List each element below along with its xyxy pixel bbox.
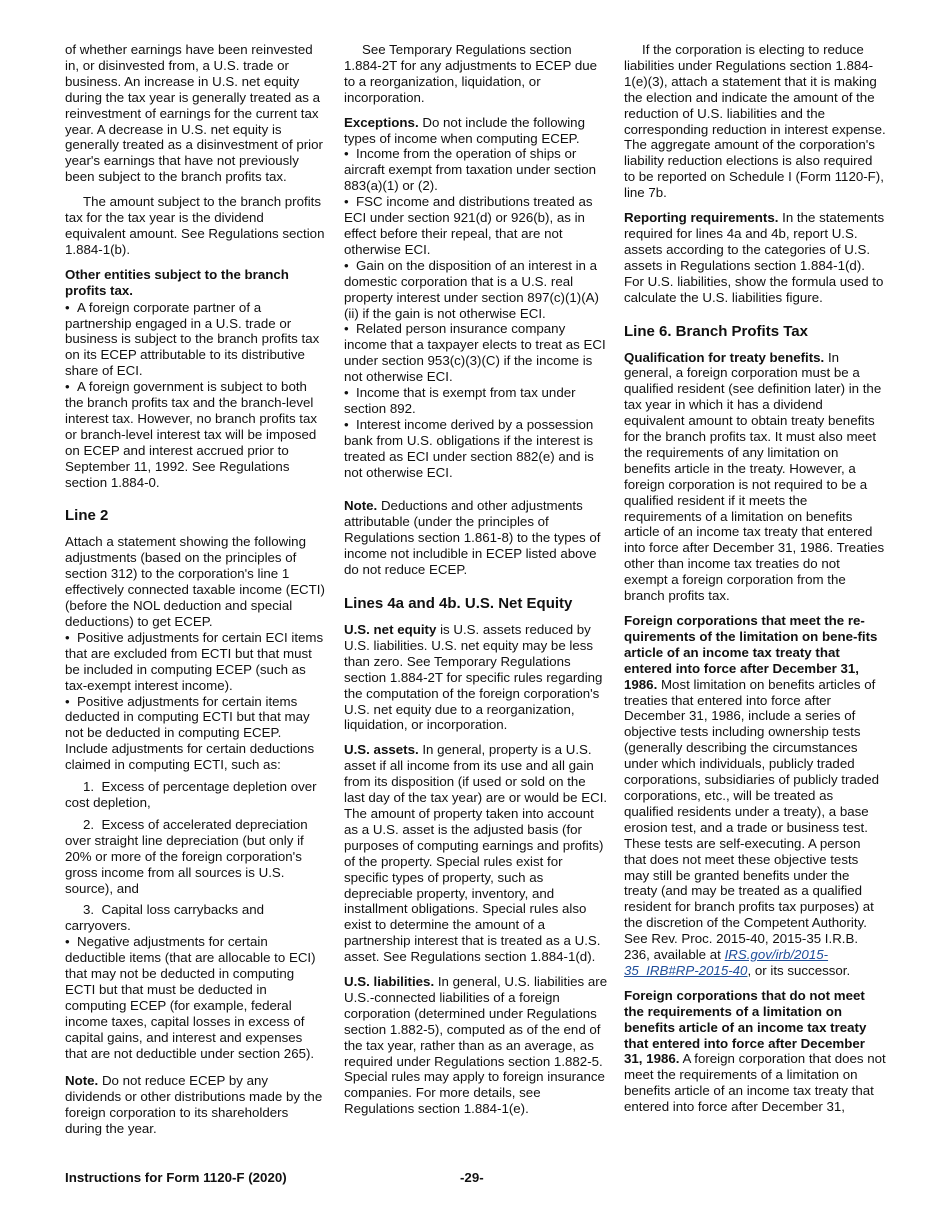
qualification-text: In general, a foreign corporation must be a qualified resident (see definition later) in the tax year in which it has a dividend equivalent amount to obtain treaty benefits for the branch profits tax. It must also meet the requirements of any limitation on benefits article in the treaty. However, a foreign corporation is not required to be a qualified resident if it meets the requirements of a limitation on benefits article of an income tax treaty that entered into force after December 31, 1986. Treaties other than income tax treaties do not exempt a foreign corporation from the branch profits tax. (624, 349, 885, 604)
bullet-item: • Positive adjustments for certain ECI items that are excluded from ECTI but that must be included in computing ECEP (such as tax-exempt interest income). (65, 630, 327, 694)
bullet-item: • A foreign government is subject to both the branch profits tax and the branch-level interest tax. However, no branch profits tax or branch-level interest tax will be imposed on ECEP and interest accrued prior to September 11, 1992. See Regulations section 1.884-0. (65, 379, 327, 490)
exceptions-text: Do not include the following types of income when computing ECEP. (344, 114, 585, 146)
numbered-item: 2. Excess of accelerated depreciation over straight line depreciation (but only if 20% or more of the foreign corporation's gross income from all sources is U.S. source), and (65, 816, 308, 896)
exceptions-label: Exceptions. (344, 114, 419, 130)
assets-text: In general, property is a U.S. asset if all income from its use and all gain from its disposition (if used or sold on the last day of the tax year) are or would be ECI. The amount of property taken into account as a U.S. asset is the adjusted basis (for purposes of computing earnings and profits) of the property. Special rules exist for specific types of property, such as depreciable property, inventory, and installment obligations. Special rules also exist to determine the amount of a partnership interest that is treated as a U.S. asset. See Regulations section 1.884-1(d). (344, 742, 608, 965)
assets-label: U.S. assets. (344, 742, 419, 758)
exceptions-paragraph (344, 115, 608, 147)
paragraph: See Temporary Regulations section 1.884-2T for any adjustments to ECEP due to a reorganization, liquidation, or incorporation. (344, 42, 598, 105)
note-label: Note. (65, 1073, 99, 1089)
meet-requirements-label: Foreign corporations that meet the re-quirements of the limitation on bene-fits article of an income tax treaty that entered into force after December 31, 1986. (624, 613, 878, 692)
not-meet-requirements-paragraph (624, 988, 886, 1115)
numbered-item: 3. Capital loss carrybacks and carryovers. (65, 902, 265, 934)
paragraph: Attach a statement showing the following adjustments (based on the principles of section 312) to the corporation's line 1 effectively connected taxable income (ECTI) (before the NOL deduction and special deductions) to get ECEP. (65, 534, 325, 629)
bullet-item: • Positive adjustments for certain items deducted in computing ECTI but that may not be deducted in computing ECEP. Include adjustments for certain deductions claimed in computing ECTI, such as: (65, 694, 327, 774)
paragraph: The amount subject to the branch profits tax for the tax year is the dividend equivalent amount. See Regulations section 1.884-1(b). (65, 194, 325, 257)
net-equity-text: is U.S. assets reduced by U.S. liabilities. U.S. net equity may be less than zero. See Temporary Regulations section 1.884-2T for specific rules regarding the computation of the foreign corporation's U.S. net equity due to a reorganization, liquidation, or incorporation. (344, 622, 603, 733)
footer-page-number: -29- (460, 1170, 484, 1185)
reporting-paragraph (624, 210, 886, 305)
footer-form-title: Instructions for Form 1120-F (2020) (65, 1170, 287, 1185)
note-label: Note. (344, 498, 378, 514)
note-text: Do not reduce ECEP by any dividends or other distributions made by the foreign corporation to its shareholders during the year. (65, 1073, 323, 1137)
bullet-item: • Income from the operation of ships or aircraft exempt from taxation under section 883(a)(1) or (2). (344, 146, 608, 194)
numbered-item: 1. Excess of percentage depletion over cost depletion, (65, 779, 317, 810)
not-meet-requirements-text: A foreign corporation that does not meet the requirements of a limitation on benefits article of an income tax treaty that entered into force after December 31, (624, 1051, 886, 1115)
liabilities-text: In general, U.S. liabilities are U.S.-connected liabilities of a foreign corporation (determined under Regulations section 1.882-5), computed as of the end of the tax year, rather than as an average, as required under Regulations section 1.882-5. Special rules may apply to foreign insurance companies. For more details, see Regulations section 1.884-1(e). (344, 974, 608, 1117)
irs-gov-link[interactable]: IRS.gov/irb/2015-35_IRB#RP-2015-40 (624, 947, 829, 978)
heading-lines-4a-4b: Lines 4a and 4b. U.S. Net Equity (344, 595, 573, 612)
column-1 (65, 42, 327, 1146)
paragraph: If the corporation is electing to reduce liabilities under Regulations section 1.884-1(e)(3), attach a statement that it is making the election and indicate the amount of the reduction of U.S. liabilities and the corresponding reduction in interest expense. The aggregate amount of the corporation's liability reduction elections is also required to be reported on Schedule I (Form 1120-F), line 7b. (624, 42, 886, 201)
reporting-label: Reporting requirements. (624, 210, 779, 226)
bullet-item: • Related person insurance company income that a taxpayer elects to treat as ECI under section 953(c)(3)(C) if the income is not otherwise ECI. (344, 321, 608, 385)
bullet-item: • Negative adjustments for certain deductible items (that are allocable to ECI) that may not be deducted in computing ECTI but that must be deducted in computing ECEP (for example, federal income taxes, capital losses in excess of capital gains, and interest and expenses that are not deductible under section 265). (65, 934, 327, 1061)
meet-requirements-text: Most limitation on benefits articles of treaties that entered into force after December 31, 1986, include a series of objective tests including ownership tests (generally describing the circumstances under which individuals, publicly traded corporations, subsidiaries of publicly traded corporations, etc., will be treated as qualified residents under a treaty), a base erosion test, and a trade or business test. These tests are self-executing. A person that does not meet these objective tests may still be granted benefits under the treaty (and may be treated as a qualified resident for branch profits tax purposes) at the discretion of the Competent Authority. See Rev. Proc. 2015-40, 2015-35 I.R.B. 236, available at (624, 676, 879, 963)
column-2 (344, 42, 608, 1126)
reporting-text: In the statements required for lines 4a and 4b, report U.S. assets according to the categories of U.S. assets in Regulations section 1.884-1(d). For U.S. liabilities, show the formula used to calculate the U.S. liabilities figure. (624, 210, 885, 305)
heading-line-2: Line 2 (65, 507, 109, 525)
not-meet-requirements-label: Foreign corporations that do not meet the requirements of a limitation on benefits article of an income tax treaty that entered into force after December 31, 1986. (624, 987, 867, 1067)
meet-requirements-tail: , or its successor. (747, 962, 851, 978)
paragraph: of whether earnings have been reinvested in, or disinvested from, a U.S. trade or business. An increase in U.S. net equity during the tax year is generally treated as a reinvestment of earnings for the current tax year. A decrease in U.S. net equity is generally treated as a disinvestment of prior year's earnings that have not previously been subject to the branch profits tax. (65, 42, 323, 185)
net-equity-paragraph (344, 622, 608, 733)
bullet-item: • Gain on the disposition of an interest in a domestic corporation that is a U.S. real property interest under section 897(c)(1)(A)(ii) if the gain is not otherwise ECI. (344, 258, 608, 322)
meet-requirements-paragraph (624, 613, 886, 979)
column-3 (624, 42, 886, 1124)
qualification-label: Qualification for treaty benefits. (624, 349, 825, 365)
bullet-item: • Income that is exempt from tax under section 892. (344, 385, 608, 417)
note-paragraph (344, 498, 608, 578)
bullet-item: • Interest income derived by a possession bank from U.S. obligations if the interest is treated as ECI under section 882(e) and is not otherwise ECI. (344, 417, 608, 481)
net-equity-label: U.S. net equity (344, 622, 437, 637)
heading-line-6: Line 6. Branch Profits Tax (624, 322, 808, 340)
subheading-other-entities: Other entities subject to the branch profits tax. (65, 266, 289, 298)
bullet-item: • A foreign corporate partner of a partnership engaged in a U.S. trade or business is subject to the branch profits tax on its ECEP attributable to its distributive share of ECI. (65, 300, 327, 380)
liabilities-label: U.S. liabilities. (344, 974, 435, 990)
bullet-item: • FSC income and distributions treated as ECI under section 921(d) or 926(b), as in effect before their repeal, that are not otherwise ECI. (344, 194, 608, 258)
assets-paragraph (344, 742, 608, 965)
note-text: Deductions and other adjustments attributable (under the principles of Regulations section 1.861-8) to the types of income not includible in ECEP listed above do not reduce ECEP. (344, 498, 601, 578)
qualification-paragraph (624, 350, 886, 605)
note-paragraph (65, 1073, 327, 1137)
liabilities-paragraph (344, 974, 608, 1117)
